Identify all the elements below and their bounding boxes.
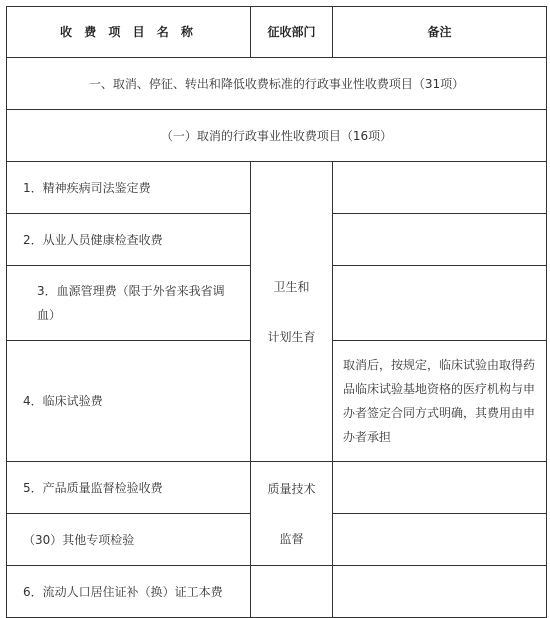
item-name-3-text: 3．血源管理费（限于外省来我省调血） — [37, 284, 225, 322]
department-health — [250, 161, 333, 462]
section-heading: 一、取消、停征、转出和降低收费标准的行政事业性收费项目（31项） — [6, 57, 547, 110]
note-cell-2 — [332, 213, 547, 266]
note-cell-5 — [332, 461, 547, 514]
department-quality — [250, 461, 333, 566]
header-item-name: 收 费 项 目 名 称 — [6, 6, 251, 58]
department-empty — [250, 565, 333, 618]
item-name-3 — [6, 265, 251, 341]
item-name-6: 6．流动人口居住证补（换）证工本费 — [6, 565, 251, 618]
note-cell-3 — [332, 265, 547, 341]
note-text-4: 取消后，按规定，临床试验由取得药品临床试验基地资格的医疗机构与申办者签定合同方式明确，其费用由申办者承担 — [343, 358, 536, 444]
note-cell-4 — [332, 340, 547, 462]
item-name-2: 2．从业人员健康检查收费 — [6, 213, 251, 266]
subsection-heading: （一）取消的行政事业性收费项目（16项） — [6, 109, 547, 162]
item-name-30: （30）其他专项检验 — [6, 513, 251, 566]
note-cell-1 — [332, 161, 547, 214]
department-quality-line1: 质量技术 — [267, 481, 316, 496]
note-cell-6 — [332, 565, 547, 618]
department-quality-line2: 监督 — [279, 531, 304, 546]
header-note: 备注 — [332, 6, 547, 58]
note-cell-30 — [332, 513, 547, 566]
department-health-line1: 卫生和 — [273, 279, 310, 294]
item-name-5: 5．产品质量监督检验收费 — [6, 461, 251, 514]
header-department: 征收部门 — [250, 6, 333, 58]
item-name-1: 1．精神疾病司法鉴定费 — [6, 161, 251, 214]
item-name-4: 4．临床试验费 — [6, 340, 251, 462]
department-health-line2: 计划生育 — [267, 329, 316, 344]
